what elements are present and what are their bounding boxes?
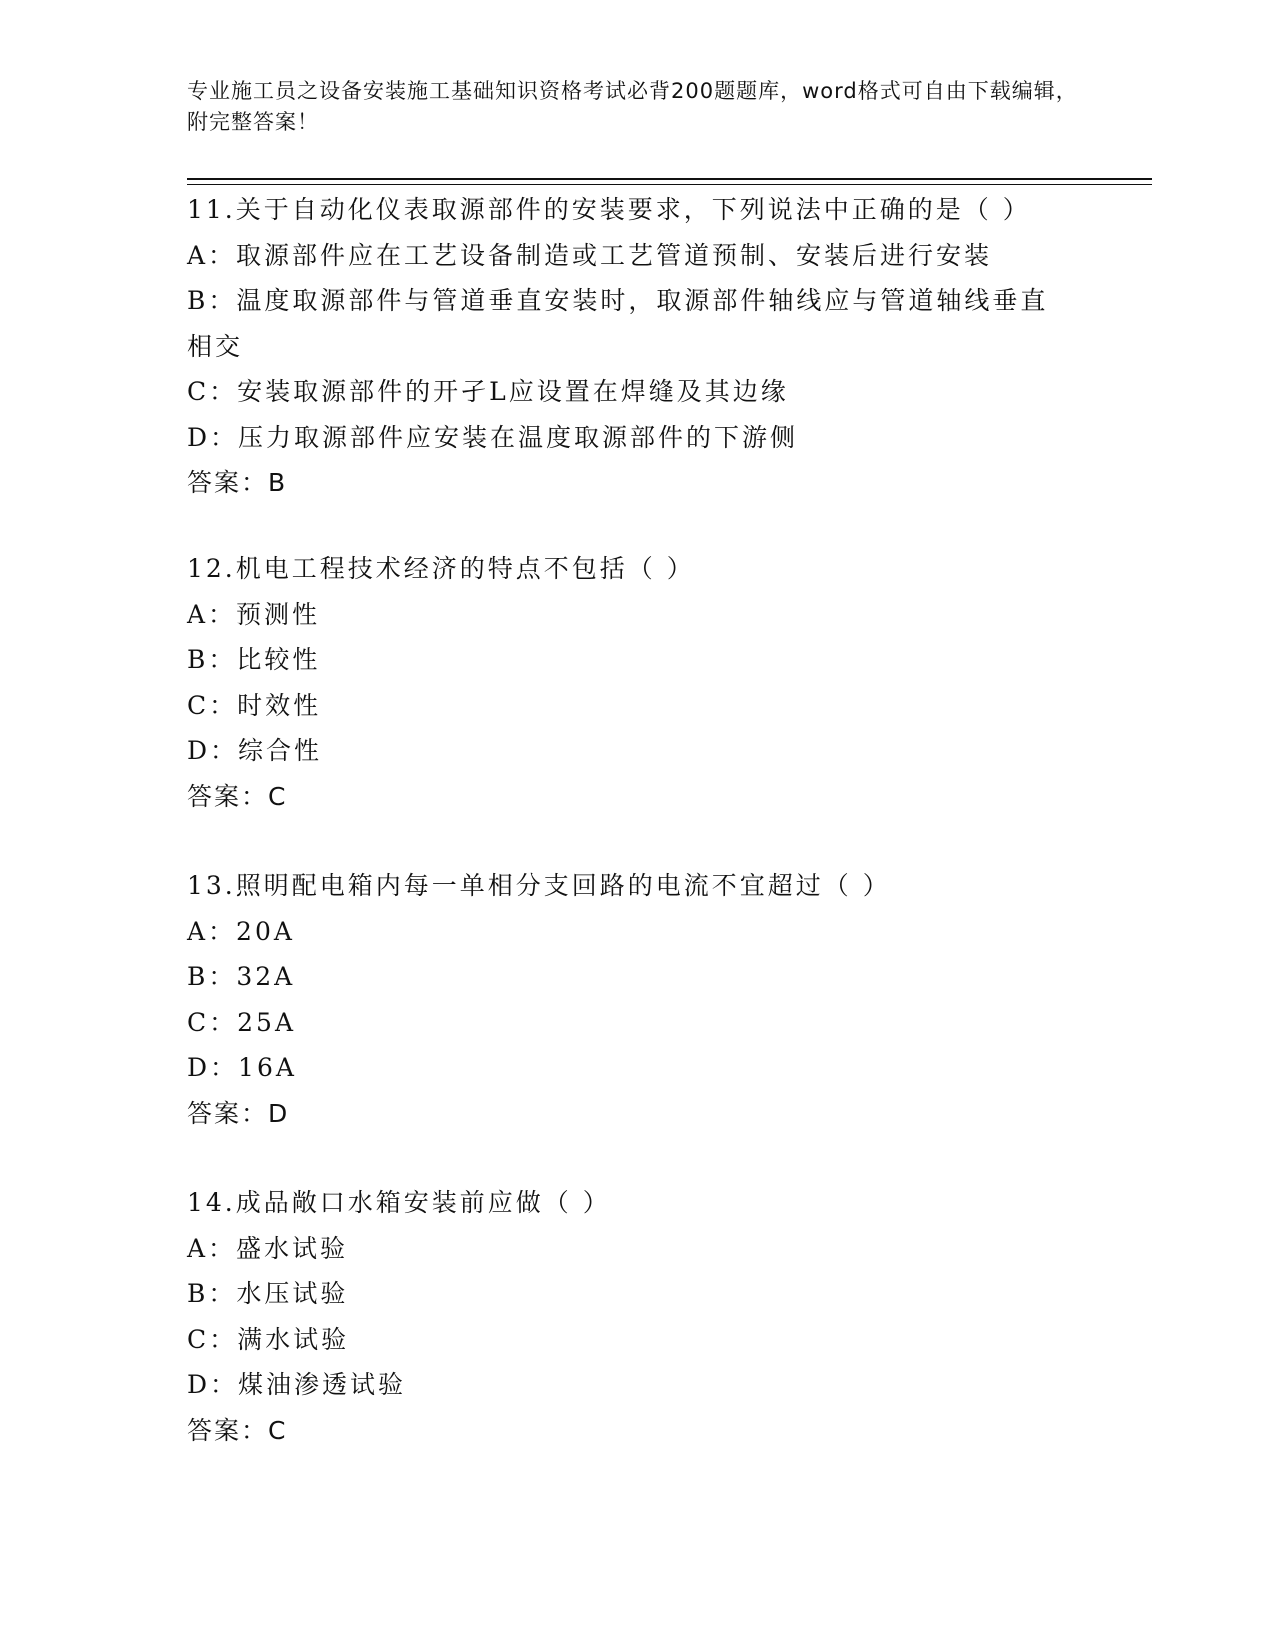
question-14 xyxy=(187,1180,1087,1453)
option-c: C：满水试验 xyxy=(187,1324,350,1354)
question-stem: 14.成品敞口水箱安装前应做（ ） xyxy=(187,1188,611,1217)
option-b: B：32A xyxy=(187,962,296,991)
option-d: D：煤油渗透试验 xyxy=(187,1370,407,1399)
header-rule-thin xyxy=(187,184,1152,185)
answer-label: 答案：C xyxy=(187,781,288,811)
option-a: A：预测性 xyxy=(187,599,321,629)
option-a: A：盛水试验 xyxy=(187,1233,349,1263)
option-a: A：取源部件应在工艺设备制造或工艺管道预制、安装后进行安装 xyxy=(187,240,993,270)
header-rule-thick xyxy=(187,178,1152,180)
answer-label: 答案：B xyxy=(187,468,288,497)
option-d: D：综合性 xyxy=(187,736,323,765)
question-11 xyxy=(187,187,1087,506)
question-stem: 11.关于自动化仪表取源部件的安装要求，下列说法中正确的是（ ） xyxy=(187,195,1031,224)
option-b: B：比较性 xyxy=(187,645,321,674)
option-a: A：20A xyxy=(187,916,295,946)
option-d: D：16A xyxy=(187,1053,297,1082)
option-b: B：温度取源部件与管道垂直安装时，取源部件轴线应与管道轴线垂直相交 xyxy=(187,286,1049,361)
option-c: C：25A xyxy=(187,1007,296,1037)
question-12 xyxy=(187,546,1087,819)
document-description: 专业施工员之设备安装施工基础知识资格考试必背200题题库，word格式可自由下载编辑，附完整答案！ xyxy=(187,79,1078,134)
option-c: C：时效性 xyxy=(187,690,322,720)
question-stem: 12.机电工程技术经济的特点不包括（ ） xyxy=(187,554,695,583)
option-b: B：水压试验 xyxy=(187,1279,349,1308)
answer-label: 答案：C xyxy=(187,1415,288,1445)
option-c: C：安装取源部件的开孑L应设置在焊缝及其边缘 xyxy=(187,377,789,406)
question-13 xyxy=(187,863,1087,1136)
option-d: D：压力取源部件应安装在温度取源部件的下游侧 xyxy=(187,422,799,452)
question-stem: 13.照明配电箱内每一单相分支回路的电流不宜超过（ ） xyxy=(187,871,891,900)
answer-label: 答案：D xyxy=(187,1098,290,1128)
